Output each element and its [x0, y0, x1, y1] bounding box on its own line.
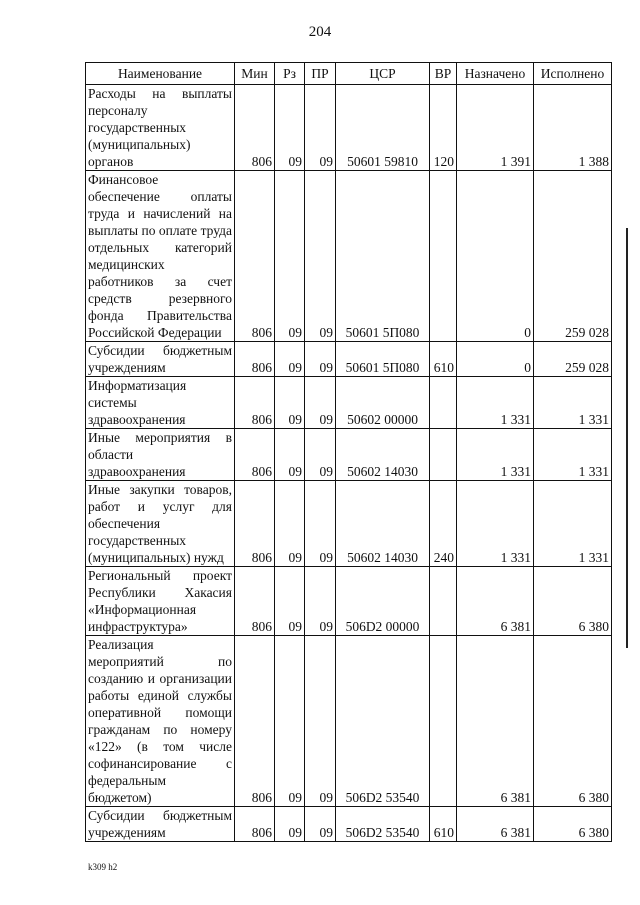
header-vr: ВР — [430, 63, 457, 85]
row-assigned: 1 331 — [457, 377, 534, 429]
table-row — [86, 636, 612, 807]
row-vr: 240 — [430, 481, 457, 567]
row-executed: 1 331 — [534, 429, 612, 481]
row-executed: 259 028 — [534, 171, 612, 342]
row-executed: 1 388 — [534, 85, 612, 171]
row-vr — [430, 171, 457, 342]
header-name: Наименование — [86, 63, 235, 85]
row-rz: 09 — [275, 377, 305, 429]
row-assigned: 6 381 — [457, 636, 534, 807]
table-row — [86, 567, 612, 636]
header-min: Мин — [235, 63, 275, 85]
row-min: 806 — [235, 807, 275, 842]
row-rz: 09 — [275, 567, 305, 636]
row-executed: 259 028 — [534, 342, 612, 377]
page-number: 204 — [308, 24, 332, 40]
table-row — [86, 85, 612, 171]
row-vr: 610 — [430, 342, 457, 377]
row-min: 806 — [235, 342, 275, 377]
row-min: 806 — [235, 567, 275, 636]
row-rz: 09 — [275, 636, 305, 807]
row-min: 806 — [235, 171, 275, 342]
footer-code: k309 h2 — [88, 862, 118, 872]
row-assigned: 0 — [457, 342, 534, 377]
header-rz: Рз — [275, 63, 305, 85]
row-executed: 1 331 — [534, 481, 612, 567]
row-rz: 09 — [275, 171, 305, 342]
row-name: Региональный проект Республики Хакасия «Информационная инфраструктура» — [86, 567, 235, 636]
row-assigned: 1 391 — [457, 85, 534, 171]
row-pr: 09 — [305, 377, 336, 429]
row-rz: 09 — [275, 429, 305, 481]
table-row — [86, 481, 612, 567]
row-rz: 09 — [275, 481, 305, 567]
row-csr: 506D2 53540 — [336, 636, 430, 807]
row-executed: 6 380 — [534, 807, 612, 842]
row-vr — [430, 567, 457, 636]
header-executed: Исполнено — [534, 63, 612, 85]
row-csr: 506D2 53540 — [336, 807, 430, 842]
row-pr: 09 — [305, 567, 336, 636]
row-min: 806 — [235, 85, 275, 171]
table-row — [86, 429, 612, 481]
row-csr: 50602 14030 — [336, 481, 430, 567]
table-row — [86, 342, 612, 377]
row-csr: 50601 5П080 — [336, 171, 430, 342]
row-vr: 120 — [430, 85, 457, 171]
row-assigned: 1 331 — [457, 429, 534, 481]
row-rz: 09 — [275, 342, 305, 377]
row-name: Финансовое обеспечение оплаты труда и начислений на выплаты по оплате труда отдельных категорий медицинских работников за счет средств резервного фонда Правительства Российской Федерации — [86, 171, 235, 342]
row-executed: 1 331 — [534, 377, 612, 429]
table-header-row — [86, 63, 612, 85]
header-assigned: Назначено — [457, 63, 534, 85]
row-rz: 09 — [275, 807, 305, 842]
row-vr: 610 — [430, 807, 457, 842]
row-name: Информатизация системы здравоохранения — [86, 377, 235, 429]
row-pr: 09 — [305, 342, 336, 377]
budget-table — [85, 62, 612, 842]
row-vr — [430, 429, 457, 481]
row-assigned: 6 381 — [457, 567, 534, 636]
row-pr: 09 — [305, 171, 336, 342]
row-name: Субсидии бюджетным учреждениям — [86, 342, 235, 377]
row-csr: 50602 00000 — [336, 377, 430, 429]
row-assigned: 1 331 — [457, 481, 534, 567]
row-name: Субсидии бюджетным учреждениям — [86, 807, 235, 842]
row-name: Реализация мероприятий по созданию и организации работы единой службы оперативной помощи гражданам по номеру «122» (в том числе софинансирование с федеральным бюджетом) — [86, 636, 235, 807]
row-csr: 50601 5П080 — [336, 342, 430, 377]
table-row — [86, 377, 612, 429]
row-pr: 09 — [305, 429, 336, 481]
row-min: 806 — [235, 429, 275, 481]
row-min: 806 — [235, 481, 275, 567]
row-csr: 506D2 00000 — [336, 567, 430, 636]
row-executed: 6 380 — [534, 636, 612, 807]
row-name: Расходы на выплаты персоналу государственных (муниципальных) органов — [86, 85, 235, 171]
row-csr: 50602 14030 — [336, 429, 430, 481]
header-pr: ПР — [305, 63, 336, 85]
row-assigned: 0 — [457, 171, 534, 342]
row-name: Иные мероприятия в области здравоохранения — [86, 429, 235, 481]
row-executed: 6 380 — [534, 567, 612, 636]
row-rz: 09 — [275, 85, 305, 171]
row-pr: 09 — [305, 481, 336, 567]
table-row — [86, 171, 612, 342]
row-pr: 09 — [305, 85, 336, 171]
row-assigned: 6 381 — [457, 807, 534, 842]
scan-edge-mark — [626, 228, 628, 648]
row-vr — [430, 377, 457, 429]
row-pr: 09 — [305, 636, 336, 807]
row-min: 806 — [235, 377, 275, 429]
row-name: Иные закупки товаров, работ и услуг для обеспечения государственных (муниципальных) нужд — [86, 481, 235, 567]
row-min: 806 — [235, 636, 275, 807]
table-row — [86, 807, 612, 842]
row-vr — [430, 636, 457, 807]
header-csr: ЦСР — [336, 63, 430, 85]
row-pr: 09 — [305, 807, 336, 842]
row-csr: 50601 59810 — [336, 85, 430, 171]
